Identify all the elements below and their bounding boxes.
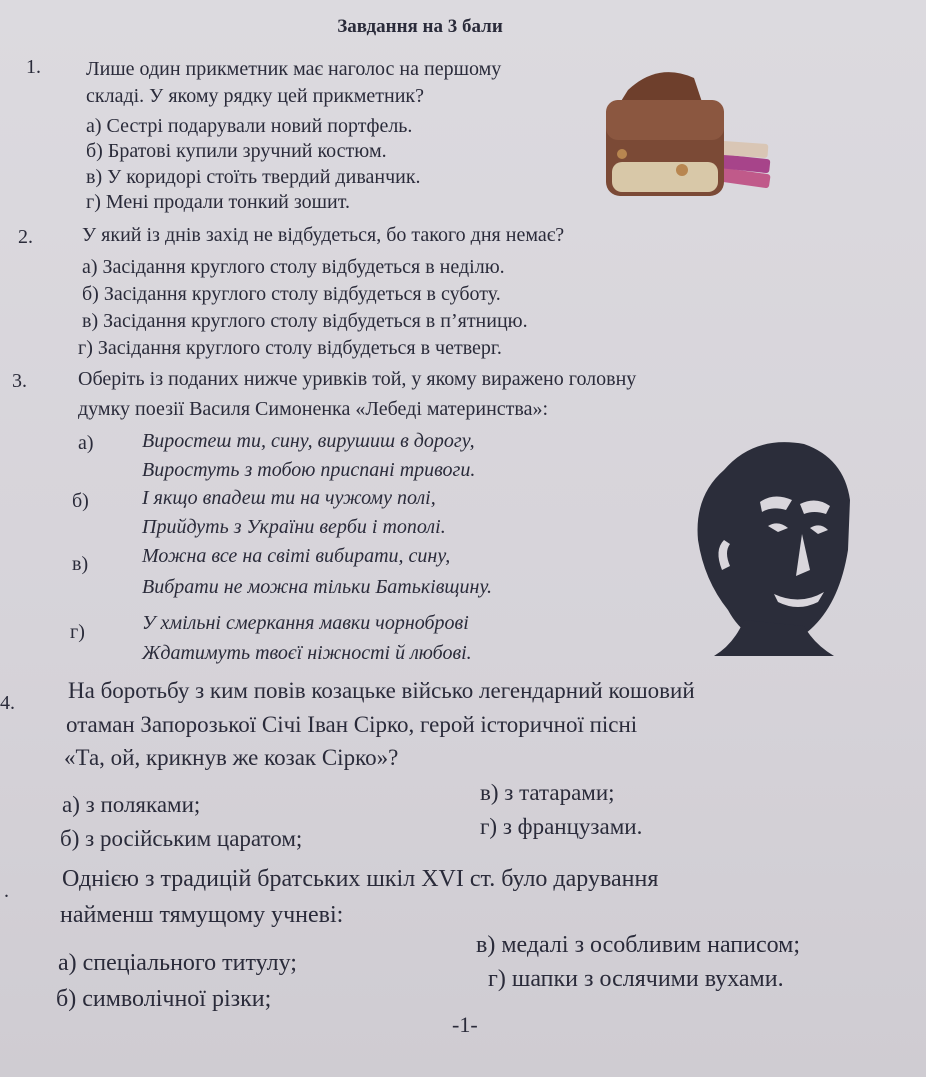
- question-1-option-d: г) Мені продали тонкий зошит.: [86, 191, 350, 213]
- question-5-text: Однією з традицій братських шкіл XVI ст. було дарування: [62, 866, 659, 892]
- page-title: Завдання на 3 бали: [337, 16, 503, 37]
- question-1-option-b: б) Братові купили зручний костюм.: [86, 140, 387, 162]
- question-4-number: 4.: [0, 692, 15, 714]
- question-4-option-b: б) з російським царатом;: [60, 826, 303, 851]
- question-3-text: думку поезії Василя Симоненка «Лебеді материнства»:: [78, 398, 549, 420]
- question-4-option-a: а) з поляками;: [62, 792, 201, 817]
- question-3-number: 3.: [12, 370, 27, 392]
- briefcase-icon: [598, 62, 778, 212]
- question-4-text: отаман Запорозької Січі Іван Сірко, герой історичної пісні: [66, 712, 638, 737]
- question-1-text: складі. У якому рядку цей прикметник?: [86, 85, 425, 107]
- question-3-option-d-line: Ждатимуть твоєї ніжності й любові.: [142, 642, 472, 664]
- question-3-text: Оберіть із поданих нижче уривків той, у якому виражено головну: [78, 368, 637, 390]
- question-3-option-a-line: Виростеш ти, сину, вирушиш в дорогу,: [142, 430, 475, 452]
- question-3-option-b-letter: б): [72, 490, 89, 512]
- question-4-text: На боротьбу з ким повів козацьке військо легендарний кошовий: [68, 678, 695, 703]
- page-number: -1-: [452, 1012, 478, 1037]
- question-1-text: Лише один прикметник має наголос на першому: [86, 58, 502, 80]
- question-4-option-d: г) з французами.: [480, 814, 643, 839]
- question-2-option-d: г) Засідання круглого столу відбудеться в четверг.: [78, 337, 502, 359]
- question-3-option-d-letter: г): [70, 621, 85, 643]
- question-5-option-a: а) спеціального титулу;: [58, 950, 297, 976]
- question-5-option-d: г) шапки з ослячими вухами.: [488, 966, 784, 992]
- question-5-number: .: [4, 880, 9, 902]
- question-4-option-c: в) з татарами;: [480, 780, 615, 805]
- question-3-option-c-line: Вибрати не можна тільки Батьківщину.: [142, 576, 493, 598]
- question-1-option-c: в) У коридорі стоїть твердий диванчик.: [86, 166, 421, 188]
- question-3-option-a-letter: а): [78, 432, 94, 454]
- question-3-option-d-line: У хмільні смеркання мавки чорноброві: [142, 612, 469, 634]
- question-5-option-b: б) символічної різки;: [56, 986, 272, 1012]
- question-2-option-c: в) Засідання круглого столу відбудеться в п’ятницю.: [82, 310, 528, 332]
- question-3-option-a-line: Виростуть з тобою приспані тривоги.: [142, 459, 476, 481]
- question-5-text: найменш тямущому учневі:: [60, 902, 344, 928]
- question-2-option-a: а) Засідання круглого столу відбудеться в неділю.: [82, 256, 505, 278]
- question-5-option-c: в) медалі з особливим написом;: [476, 932, 801, 958]
- question-4-text: «Та, ой, крикнув же козак Сірко»?: [64, 745, 399, 770]
- question-1-option-a: а) Сестрі подарували новий портфель.: [86, 115, 413, 137]
- question-3-option-b-line: І якщо впадеш ти на чужому полі,: [142, 487, 436, 509]
- question-2-number: 2.: [18, 226, 33, 248]
- question-3-option-c-letter: в): [72, 553, 89, 575]
- question-3-option-b-line: Прийдуть з України верби і тополі.: [142, 516, 446, 538]
- question-2-option-b: б) Засідання круглого столу відбудеться в суботу.: [82, 283, 501, 305]
- question-2-text: У який із днів захід не відбудеться, бо такого дня немає?: [82, 224, 565, 246]
- question-1-number: 1.: [26, 56, 41, 78]
- portrait-illustration: [664, 430, 874, 660]
- question-3-option-c-line: Можна все на світі вибирати, сину,: [142, 545, 451, 567]
